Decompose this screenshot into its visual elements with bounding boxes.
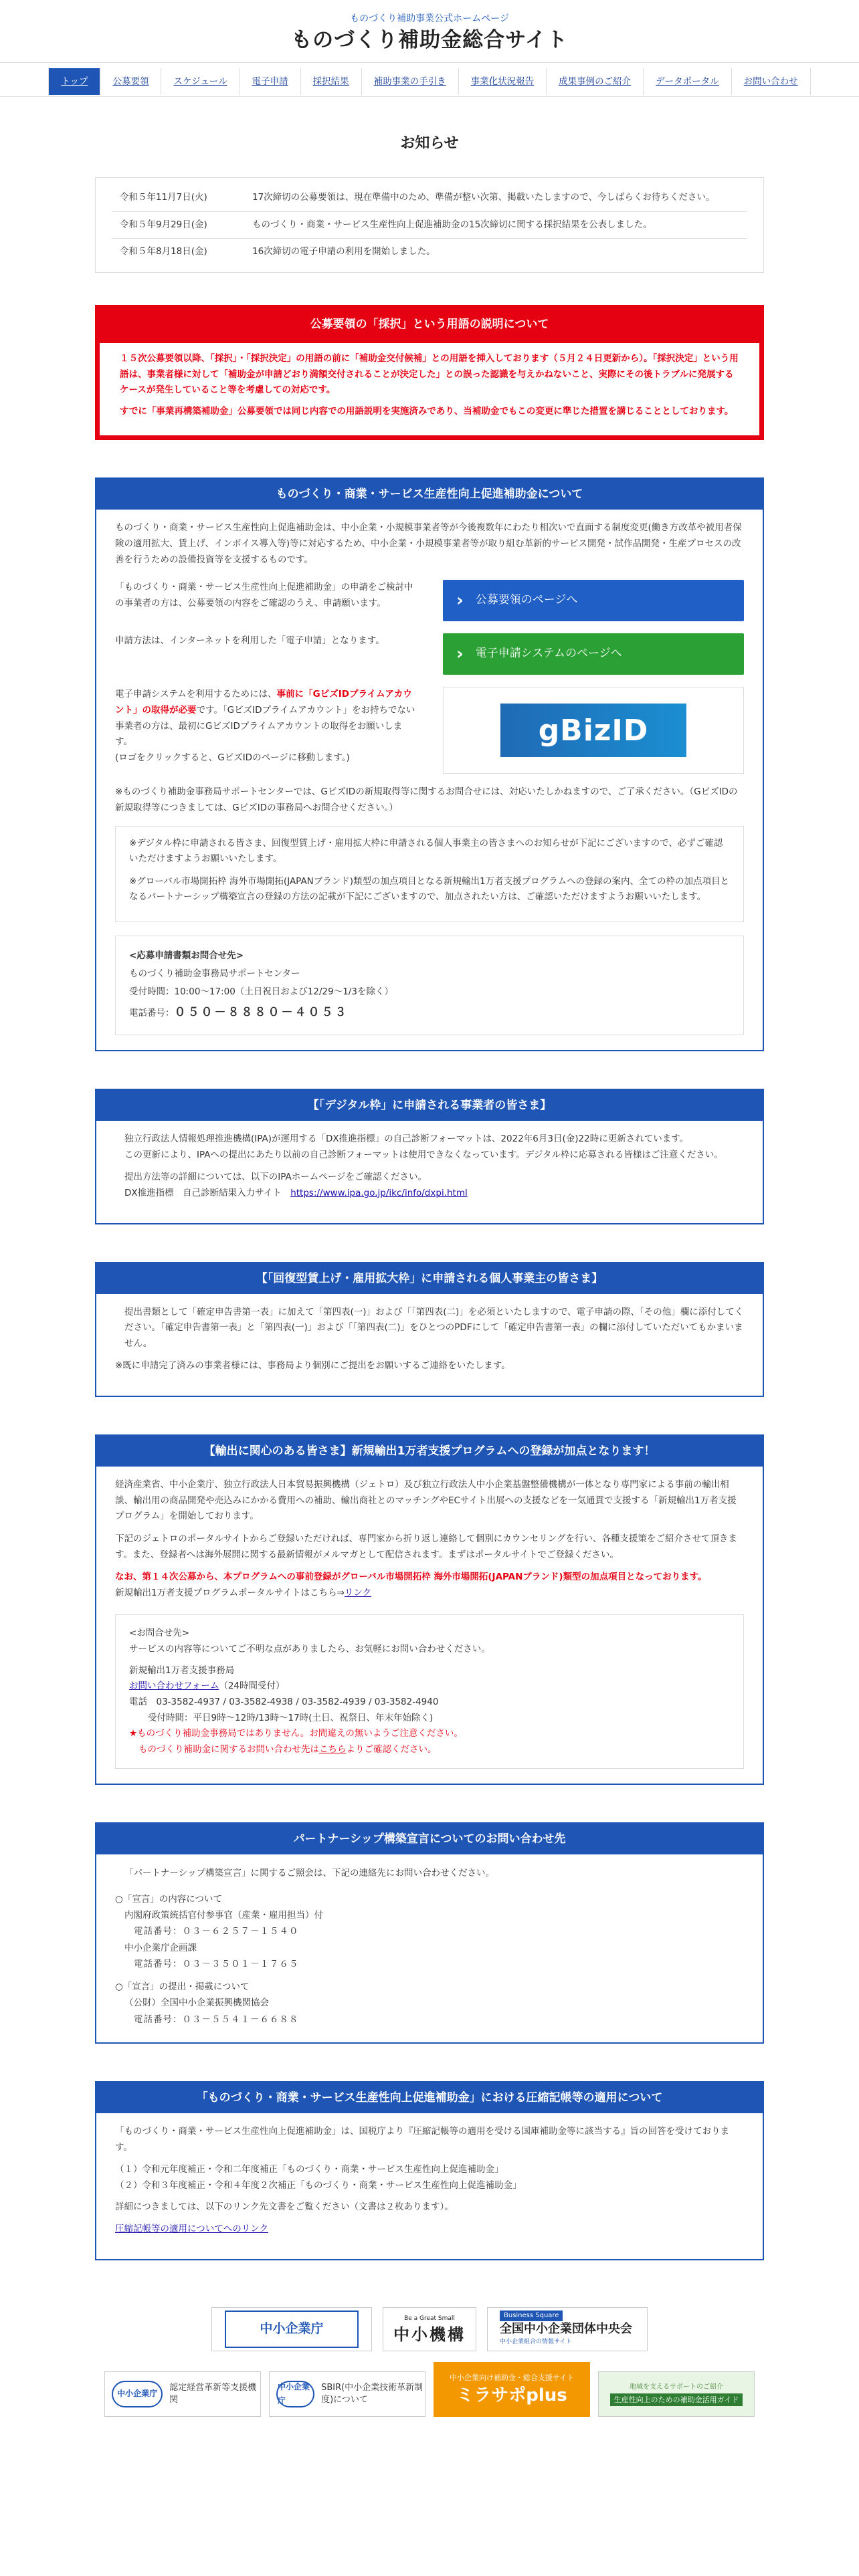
koubo-page-button[interactable] — [443, 580, 744, 621]
nav-contact[interactable]: お問い合わせ — [731, 68, 811, 95]
news-item — [112, 239, 747, 265]
note-digital: ※デジタル枠に申請される皆さま、回復型賃上げ・雇用拡大枠に申請される個人事業主の皆さまへのお知らせが下記にございますので、必ずご確認いただけますようお願いいたします。 — [129, 837, 723, 865]
nav-koubo[interactable]: 公募要領 — [100, 68, 161, 95]
contact-title: <応募申請書類お問合せ先> — [129, 950, 244, 961]
partnership-tel: 電話番号：０３－５５４１－６６８８ — [134, 2014, 299, 2025]
export-red-note: なお、第１４次公募から、本プログラムへの事前登録がグローバル市場開拓枠 海外市場開拓(JAPANブランド)類型の加点項目となっております。 — [115, 1572, 707, 1583]
compression-link[interactable]: 圧縮記帳等の適用についてへのリンク — [115, 2224, 268, 2235]
news-item — [112, 212, 747, 239]
export-contact-title: <お問合せ先> — [129, 1628, 190, 1639]
digital-section — [95, 1089, 764, 1224]
compression-section — [95, 2081, 764, 2260]
site-title[interactable]: ものづくり補助金総合サイト — [291, 28, 568, 52]
export-form-row: お問い合わせフォーム（24時間受付） — [129, 1681, 285, 1692]
nav-top[interactable]: トップ — [48, 68, 100, 95]
chusho-logo: 中小企業庁 — [276, 2381, 314, 2407]
banner-mirasapo[interactable]: 中小企業向け補助金・総合支援サイト ミラサポplus — [434, 2362, 590, 2417]
contact-hours: 受付時間：10:00～17:00（土日祝日および12/29～1/3を除く） — [129, 986, 393, 997]
banner-row-1 — [95, 2307, 764, 2351]
kaifuku-section — [95, 1262, 764, 1398]
nav-results[interactable]: 採択結果 — [300, 68, 361, 95]
news-text: 17次締切の公募要領は、現在準備中のため、準備が整い次第、掲載いたしますので、今しばらくお待ちください。 — [252, 192, 715, 203]
partnership-org: 内閣府政策統括官付参事官（産業・雇用担当）付 — [124, 1909, 323, 1921]
export-contact-box — [115, 1614, 744, 1769]
contact-box — [115, 936, 744, 1035]
export-section — [95, 1434, 764, 1785]
partnership-org: （公財）全国中小企業振興機関協会 — [124, 1998, 269, 2009]
monodukuri-contact-link[interactable]: こちら — [319, 1743, 347, 1755]
export-contact-hours: 受付時間：平日9時～12時/13時～17時(土日、祝祭日、年末年始除く) — [148, 1712, 434, 1723]
kaifuku-note: ※既に申請完了済みの事業者様には、事務局より個別にご提出をお願いするご連絡をいたします。 — [115, 1360, 510, 1372]
news-date: 令和５年8月18日(金) — [120, 246, 207, 257]
saitaku-paragraph: すでに「事業再構築補助金」公募要領では同じ内容での用語説明を実施済みであり、当補助金でもこの変更に準じた措置を講じることとしております。 — [120, 405, 734, 417]
partnership-item: ○「宣言」の提出・掲載について — [115, 1981, 250, 1993]
saitaku-paragraph: １５次公募要領以降、「採択」・「採択決定」の用語の前に「補助金交付候補」との用語を挿入しております（５月２４日更新から）。「採択決定」という用語は、事業者様に対して「補助金が申請どおり満額交付されることが決定した」との誤った認識を与えかねないこと、実際にその後トラブルに発展するケースが発生していること等を考慮しての対応です。 — [120, 352, 739, 396]
export-contact-intro: サービスの内容等についてご不明な点がありましたら、お気軽にお問い合わせください。 — [129, 1644, 490, 1654]
dx-link-row: DX推進指標 自己診断結果入力サイト https://www.ipa.go.jp/ikc/info/dxpi.html — [124, 1187, 468, 1198]
export-warning-link: ものづくり補助金に関するお問い合わせ先はこちらよりご確認ください。 — [138, 1743, 437, 1755]
export-paragraph: 下記のジェトロのポータルサイトからご登録いただければ、専門家から折り返し連絡して個別にカウンセリングを行い、各種支援策をご紹介させて頂きます。また、登録者へは海外展開に関する最新情報がメルマガとして配信されます。まずはポータルサイトでご登録ください。 — [115, 1533, 738, 1560]
gbizid-logo[interactable]: gBizID — [500, 704, 686, 757]
about-section — [95, 477, 764, 1051]
news-item — [112, 185, 747, 212]
gbizid-logo-box — [443, 687, 744, 774]
contact-form-link[interactable]: お問い合わせフォーム — [129, 1681, 219, 1692]
nav-report[interactable]: 事業化状況報告 — [458, 68, 547, 95]
partnership-intro: 「パートナーシップ構築宣言」に関するご照会は、下記の連絡先にお問い合わせください。 — [124, 1868, 494, 1879]
banner-chuokai[interactable]: Business Square 全国中小企業団体中央会 中小企業組合の情報サイト — [487, 2307, 648, 2351]
digital-heading: 【「デジタル枠」に申請される事業者の皆さま】 — [96, 1090, 763, 1121]
banner-guide[interactable]: 地域を支えるサポートのご紹介 生産性向上のための補助金活用ガイド — [598, 2371, 755, 2417]
export-heading: 【輸出に関心のある皆さま】新規輸出1万者支援プログラムへの登録が加点となります！ — [96, 1436, 763, 1467]
banner-support-org[interactable]: 中小企業庁 認定経営革新等支援機関 — [104, 2371, 261, 2417]
partnership-tel: 電話番号：０３－３５０１－１７６５ — [134, 1958, 299, 1969]
compression-heading: 「ものづくり・商業・サービス生産性向上促進補助金」における圧縮記帳等の適用について — [96, 2082, 763, 2113]
banner-row-2 — [0, 2371, 859, 2417]
global-nav — [0, 62, 859, 97]
nav-schedule[interactable]: スケジュール — [161, 68, 239, 95]
notes-box — [115, 826, 744, 923]
news-date: 令和５年11月7日(火) — [120, 192, 207, 203]
e-application-button[interactable] — [443, 633, 744, 675]
export-contact-org: 新規輸出1万者支援事務局 — [129, 1665, 235, 1676]
nav-cases[interactable]: 成果事例のご紹介 — [546, 68, 643, 95]
compression-list-item: （１）令和元年度補正・令和二年度補正「ものづくり・商業・サービス生産性向上促進補助金」 — [115, 2164, 504, 2175]
e-application-button-label: 電子申請システムのページへ — [475, 647, 622, 661]
partnership-section — [95, 1822, 764, 2044]
nav-e-application[interactable]: 電子申請 — [240, 68, 300, 95]
compression-paragraph: 「ものづくり・商業・サービス生産性向上促進補助金」は、国税庁より『圧縮記帳等の適用を受ける国庫補助金等に該当する』旨の回答を受けております。 — [115, 2126, 729, 2153]
saitaku-heading: 公募要領の「採択」という用語の説明について — [100, 310, 759, 343]
compression-list-item: （２）令和３年度補正・令和４年度２次補正「ものづくり・商業・サービス生産性向上促進補助金」 — [115, 2179, 522, 2191]
ipa-link[interactable]: https://www.ipa.go.jp/ikc/info/dxpi.html — [290, 1187, 468, 1198]
contact-org: ものづくり補助金事務局サポートセンター — [129, 968, 300, 979]
banner-smrj[interactable]: Be a Great Small 中小機構 — [383, 2307, 476, 2351]
news-text: ものづくり・商業・サービス生産性向上促進補助金の15次締切に関する採択結果を公表しました。 — [252, 219, 652, 230]
partnership-heading: パートナーシップ構築宣言についてのお問い合わせ先 — [96, 1824, 763, 1854]
about-intro: ものづくり・商業・サービス生産性向上促進補助金は、中小企業・小規模事業者等が今後複数年にわたり相次いで直面する制度変更(働き方改革や被用者保険の適用拡大、賃上げ、インボイス導入等)等に対応するため、中小企業・小規模事業者等が取り組む革新的サービス開発・試作品開発・生産プロセスの改善を行うための設備投資等を支援するものです。 — [115, 522, 742, 565]
apply-text: 申請方法は、インターネットを利用した「電子申請」となります。 — [115, 635, 385, 647]
site-header — [0, 0, 859, 62]
nav-data-portal[interactable]: データポータル — [643, 68, 731, 95]
chevron-right-icon: › — [456, 643, 464, 664]
support-note: ※ものづくり補助金事務局サポートセンターでは、GビズIDの新規取得等に関するお問合せには、対応いたしかねますので、ご了承ください。（GビズIDの新規取得等につきましては、GビズIDの事務局へお問合せください。） — [115, 786, 738, 813]
digital-paragraph: 独立行政法人情報処理推進機構(IPA)が運用する「DX推進指標」の自己診断フォーマットは、2022年6月3日(金)22時に更新されています。 — [124, 1134, 689, 1144]
guide-text: 「ものづくり・商業・サービス生産性向上促進補助金」の申請をご検討中の事業者の方は、公募要領の内容をご確認のうえ、申請願います。 — [115, 582, 413, 609]
chusho-logo: 中小企業庁 — [225, 2311, 359, 2348]
contact-tel: 電話番号：０５０－８８８０－４０５３ — [129, 1006, 349, 1019]
banner-chusho[interactable] — [211, 2307, 372, 2351]
partnership-tel: 電話番号：０３－６２５７－１５４０ — [134, 1926, 299, 1937]
chevron-right-icon: › — [456, 590, 464, 611]
about-heading: ものづくり・商業・サービス生産性向上促進補助金について — [96, 479, 763, 510]
export-warning: ★ものづくり補助金事務局ではありません。お間違えの無いようご注意ください。 — [129, 1728, 463, 1739]
digital-paragraph: 提出方法等の詳細については、以下のIPAホームページをご確認ください。 — [124, 1172, 427, 1183]
saitaku-notice — [95, 305, 764, 441]
koubo-page-button-label: 公募要領のページへ — [475, 593, 578, 607]
chusho-logo: 中小企業庁 — [112, 2381, 163, 2407]
page-title: お知らせ — [400, 135, 459, 152]
news-text: 16次締切の電子申請の利用を開始しました。 — [252, 246, 436, 257]
portal-row: 新規輸出1万者支援プログラムポータルサイトはこちら⇒リンク — [115, 1587, 372, 1598]
banner-sbir[interactable]: 中小企業庁 SBIR(中小企業技術革新制度)について — [269, 2371, 425, 2417]
kaifuku-paragraph: 提出書類として「確定申告書第一表」に加えて「第四表(一)」および「「第四表(二)」を必須といたしますので、電子申請の際、「その他」欄に添付してください。「確定申告書第一表」と「第四表(一)」および「「第四表(二)」をひとつのPDFにして「確定申告書第一表」の欄に添付していただいてもかまいません。 — [124, 1306, 744, 1349]
export-contact-tel: 電話 03-3582-4937 / 03-3582-4938 / 03-3582-4939 / 03-3582-4940 — [129, 1696, 439, 1707]
compression-paragraph: 詳細につきましては、以下のリンク先文書をご覧ください（文書は２枚あります）。 — [115, 2201, 454, 2212]
news-list — [95, 177, 764, 273]
partnership-item: ○「宣言」の内容について — [115, 1893, 223, 1905]
main-content — [95, 177, 764, 2351]
partnership-org: 中小企業庁企画課 — [124, 1942, 197, 1953]
kaifuku-heading: 【「回復型賃上げ・雇用拡大枠」に申請される個人事業主の皆さま】 — [96, 1263, 763, 1294]
site-tagline: ものづくり補助事業公式ホームページ — [350, 13, 509, 24]
portal-link[interactable]: リンク — [344, 1587, 372, 1598]
news-date: 令和５年9月29日(金) — [120, 219, 207, 230]
note-global: ※グローバル市場開拓枠 海外市場開拓(JAPANブランド)類型の加点項目となる新規輸出1万者支援プログラムへの登録の案内、全ての枠の加点項目となるパートナーシップ構築宣言の登録の方法の記載が下記にございますので、加点されたい方は、ご確認いただけますようお願いいたします。 — [129, 875, 730, 903]
nav-guide[interactable]: 補助事業の手引き — [361, 68, 458, 95]
export-paragraph: 経済産業省、中小企業庁、独立行政法人日本貿易振興機構（ジェトロ）及び独立行政法人中小企業基盤整備機構が一体となり専門家による事前の輸出相談、輸出用の商品開発や売込みにかかる費用への補助、輸出商社とのマッチングやECサイト出展への支援などを一気通貫で支援する「新規輸出1万者支援プログラム」を開始しております。 — [115, 1479, 737, 1522]
digital-paragraph: この更新により、IPAへの提出にあたり以前の自己診断フォーマットは使用できなくなっています。デジタル枠に応募される皆様はご注意ください。 — [124, 1149, 723, 1160]
gbiz-text: 電子申請システムを利用するためには、事前に「GビズIDプライムアカウント」の取得が必要です。「GビズIDプライムアカウント」をお持ちでない事業者の方は、最初にGビズIDプライムアカウントの取得をお願いします。 (ロゴをクリックすると、GビズIDのページに移動します。) — [115, 689, 415, 763]
